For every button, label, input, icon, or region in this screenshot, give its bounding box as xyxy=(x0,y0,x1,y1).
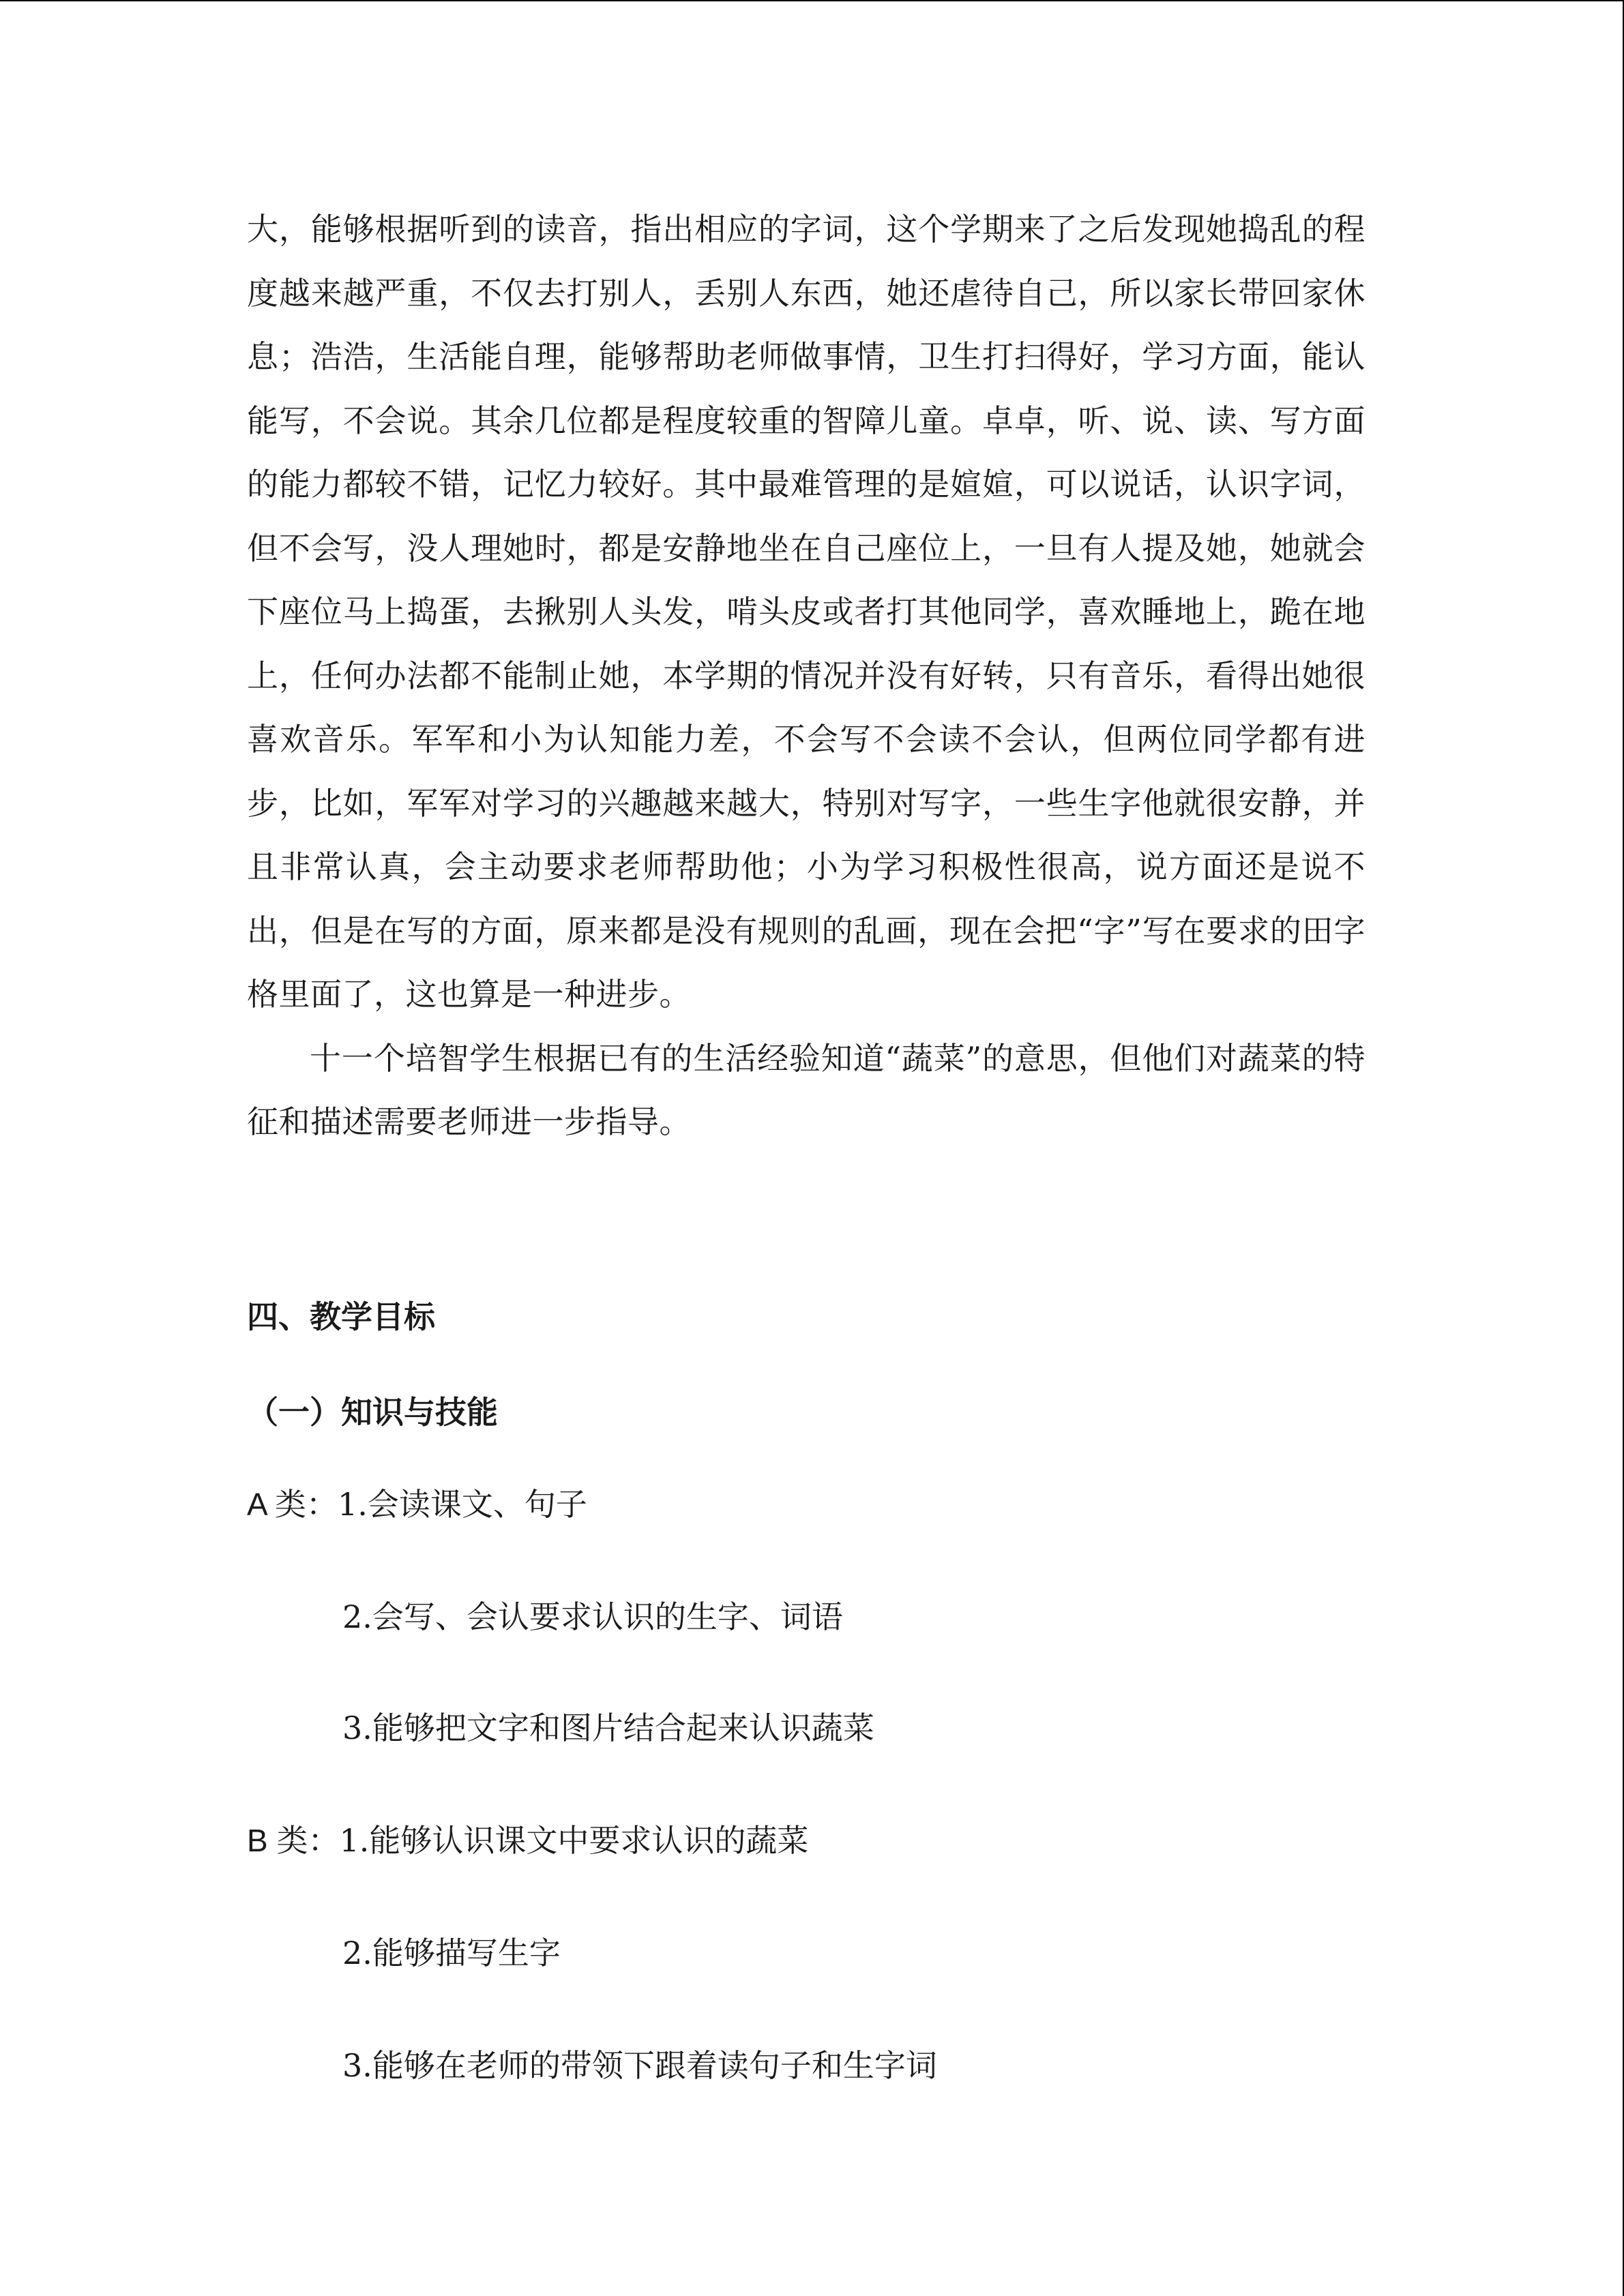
objective-b-label: B 类： xyxy=(247,1823,340,1858)
body-paragraph-2: 十一个培智学生根据已有的生活经验知道“蔬菜”的意思，但他们对蔬菜的特征和描述需要老师进一步指导。 xyxy=(247,1039,1365,1140)
objective-a-label: A 类： xyxy=(247,1487,338,1522)
objective-b-item-2: 2.能够描写生字 xyxy=(342,1935,561,1971)
body-paragraph-1: 大，能够根据听到的读音，指出相应的字词，这个学期来了之后发现她捣乱的程度越来越严重，不仅去打别人，丢别人东西，她还虐待自己，所以家长带回家休息；浩浩，生活能自理，能够帮助老师做事情，卫生打扫得好，学习方面，能认能写，不会说。其余几位都是程度较重的智障儿童。卓卓，听、说、读、写方面的能力都较不错，记忆力较好。其中最难管理的是媗媗，可以说话，认识字词，但不会写，没人理她时，都是安静地坐在自己座位上，一旦有人提及她，她就会下座位马上捣蛋，去揪别人头发，啃头皮或者打其他同学，喜欢睡地上，跪在地上，任何办法都不能制止她，本学期的情况并没有好转，只有音乐，看得出她很喜欢音乐。军军和小为认知能力差，不会写不会读不会认，但两位同学都有进步，比如，军军对学习的兴趣越来越大，特别对写字，一些生字他就很安静，并且非常认真，会主动要求老师帮助他；小为学习积极性很高，说方面还是说不出，但是在写的方面，原来都是没有规则的乱画，现在会把“字”写在要求的田字格里面了，这也算是一种进步。 xyxy=(247,211,1365,1013)
objective-a-item-3: 3.能够把文字和图片结合起来认识蔬菜 xyxy=(342,1710,874,1746)
objective-b-item-3: 3.能够在老师的带领下跟着读句子和生字词 xyxy=(342,2047,937,2084)
objective-b-3 xyxy=(342,2041,937,2086)
subsection-title: （一）知识与技能 xyxy=(247,1394,498,1431)
objective-b-item-1: 1.能够认识课文中要求认识的蔬菜 xyxy=(339,1822,809,1859)
document-body xyxy=(247,198,1365,2084)
objective-a-1 xyxy=(247,1480,587,1525)
objective-a-item-2: 2.会写、会认要求认识的生字、词语 xyxy=(342,1598,843,1635)
objective-b-1 xyxy=(247,1816,808,1861)
objective-a-item-1: 1.会读课文、句子 xyxy=(337,1486,587,1523)
objective-a-2 xyxy=(342,1592,843,1637)
section-title: 四、教学目标 xyxy=(247,1298,435,1335)
objective-b-2 xyxy=(342,1928,561,1973)
objective-a-3 xyxy=(342,1703,874,1748)
